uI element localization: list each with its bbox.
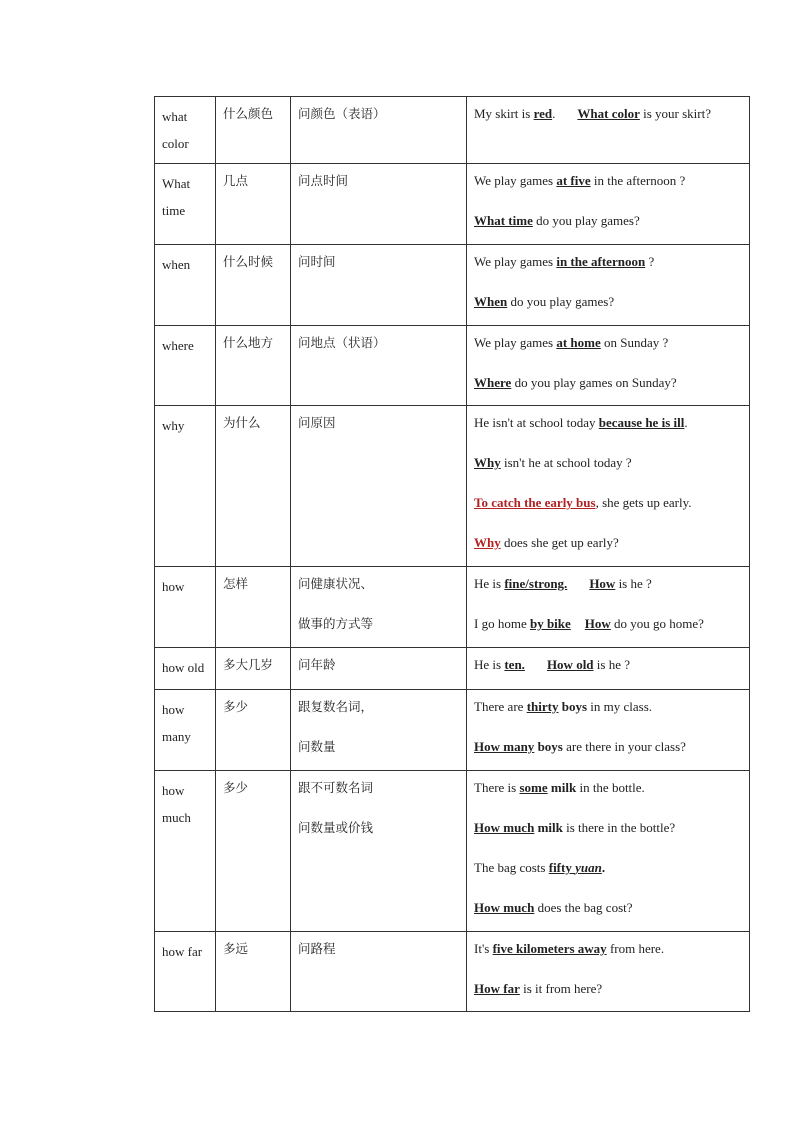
sentence-text: does the bag cost? [534, 900, 633, 915]
sentence-text: ? [645, 254, 655, 269]
example-cell [467, 648, 750, 690]
example-cell [467, 567, 750, 648]
example-sentence [474, 616, 742, 632]
usage-cell [291, 648, 467, 690]
usage-line: 问路程 [298, 941, 336, 956]
chinese-meaning: 多大几岁 [223, 657, 274, 672]
chinese-meaning: 怎样 [223, 576, 249, 591]
sentence-text: The bag costs [474, 860, 549, 875]
answer-highlight: How far [474, 981, 520, 996]
usage-line: 问地点（状语） [298, 335, 386, 350]
word-cell [155, 690, 216, 771]
sentence-text: There is [474, 780, 520, 795]
sentence-text: from here. [606, 941, 665, 956]
sentence-text: . [552, 106, 556, 121]
answer-highlight: in the afternoon [556, 254, 646, 269]
usage-line: 跟不可数名词 [298, 780, 374, 795]
example-sentence [474, 699, 742, 715]
example-sentence [474, 780, 742, 796]
meaning-cell [216, 771, 291, 932]
table-row [155, 648, 750, 690]
usage-cell [291, 771, 467, 932]
table-row [155, 97, 750, 164]
meaning-cell [216, 406, 291, 567]
sentence-text: He isn't at school today [474, 415, 599, 430]
chinese-meaning: 什么地方 [223, 335, 274, 350]
table-body [155, 97, 750, 1012]
example-cell [467, 164, 750, 245]
sentence-text: is there in the bottle? [562, 820, 676, 835]
sentence-text: , she gets up early. [595, 495, 692, 510]
example-sentence [474, 375, 742, 391]
chinese-meaning: 多少 [223, 699, 249, 714]
table-row [155, 932, 750, 1012]
example-sentence [474, 576, 742, 592]
example-sentence [474, 739, 742, 755]
example-sentence [474, 495, 742, 511]
chinese-meaning: 什么时候 [223, 254, 274, 269]
sentence-text: in my class. [587, 699, 653, 714]
meaning-cell [216, 164, 291, 245]
sentence-text: milk [534, 820, 563, 835]
sentence-text: in the bottle. [576, 780, 645, 795]
meaning-cell [216, 932, 291, 1012]
sentence-text: does she get up early? [500, 535, 619, 550]
sentence-text: isn't he at school today ? [500, 455, 632, 470]
example-sentence [474, 294, 742, 310]
sentence-text: boys [534, 739, 563, 754]
usage-line: 问颜色（表语） [298, 106, 386, 121]
sentence-text: . [601, 860, 606, 875]
sentence-text: is he ? [615, 576, 652, 591]
answer-highlight: How much [474, 820, 535, 835]
answer-highlight: Why [474, 455, 501, 470]
answer-highlight: fine/strong. [504, 576, 568, 591]
answer-highlight: at five [556, 173, 591, 188]
meaning-cell [216, 97, 291, 164]
usage-line: 问健康状况、 [298, 576, 374, 591]
sentence-text: is your skirt? [639, 106, 711, 121]
meaning-cell [216, 567, 291, 648]
usage-line: 做事的方式等 [298, 616, 374, 631]
example-sentence [474, 860, 742, 876]
chinese-meaning: 多少 [223, 780, 249, 795]
usage-cell [291, 567, 467, 648]
question-word: how many [162, 702, 191, 744]
usage-line: 问年龄 [298, 657, 336, 672]
meaning-cell [216, 245, 291, 326]
meaning-cell [216, 648, 291, 690]
answer-highlight: fifty yuan [548, 860, 602, 875]
question-word: how [162, 579, 185, 594]
table-row [155, 690, 750, 771]
usage-line: 问点时间 [298, 173, 349, 188]
table-row [155, 326, 750, 406]
usage-line: 问原因 [298, 415, 336, 430]
sentence-text: boys [558, 699, 588, 714]
example-cell [467, 690, 750, 771]
chinese-meaning: 多远 [223, 941, 249, 956]
example-sentence [474, 900, 742, 916]
answer-highlight: When [474, 294, 508, 309]
question-word: when [162, 257, 191, 272]
answer-highlight: How many [474, 739, 535, 754]
example-cell [467, 406, 750, 567]
usage-cell [291, 326, 467, 406]
word-cell [155, 932, 216, 1012]
question-word: What time [162, 176, 191, 218]
sentence-text: milk [547, 780, 577, 795]
usage-cell [291, 406, 467, 567]
example-sentence [474, 106, 742, 122]
sentence-text: He is [474, 657, 505, 672]
sentence-text: is it from here? [519, 981, 603, 996]
answer-highlight: ten. [504, 657, 525, 672]
sentence-text: It's [474, 941, 493, 956]
example-sentence [474, 254, 742, 270]
sentence-text: . [684, 415, 688, 430]
sentence-text: do you go home? [610, 616, 704, 631]
example-sentence [474, 820, 742, 836]
table-row [155, 771, 750, 932]
sentence-text: We play games [474, 173, 557, 188]
answer-highlight: How old [546, 657, 594, 672]
answer-highlight: Where [474, 375, 512, 390]
example-cell [467, 771, 750, 932]
table-row [155, 164, 750, 245]
word-cell [155, 164, 216, 245]
example-sentence [474, 535, 742, 551]
answer-highlight: How [589, 576, 616, 591]
sentence-text: My skirt is [474, 106, 534, 121]
answer-highlight: How [584, 616, 611, 631]
example-cell [467, 932, 750, 1012]
usage-cell [291, 690, 467, 771]
word-cell [155, 326, 216, 406]
example-sentence [474, 415, 742, 431]
usage-line: 问时间 [298, 254, 336, 269]
table-row [155, 245, 750, 326]
usage-line: 问数量或价钱 [298, 820, 374, 835]
answer-highlight: at home [556, 335, 601, 350]
usage-cell [291, 164, 467, 245]
sentence-text: in the afternoon ? [590, 173, 686, 188]
sentence-text: on Sunday ? [600, 335, 669, 350]
usage-cell [291, 245, 467, 326]
table-row [155, 567, 750, 648]
question-word: where [162, 338, 194, 353]
answer-highlight: because he is ill [598, 415, 685, 430]
answer-highlight: five kilometers away [492, 941, 607, 956]
word-cell [155, 97, 216, 164]
question-word: why [162, 418, 185, 433]
example-cell [467, 326, 750, 406]
example-cell [467, 97, 750, 164]
word-cell [155, 245, 216, 326]
word-cell [155, 648, 216, 690]
answer-highlight: red [533, 106, 553, 121]
answer-highlight: Why [474, 535, 501, 550]
usage-cell [291, 97, 467, 164]
answer-highlight: How much [474, 900, 535, 915]
answer-highlight: What color [577, 106, 640, 121]
sentence-text: are there in your class? [562, 739, 686, 754]
question-word: what color [162, 109, 189, 151]
example-sentence [474, 173, 742, 189]
table-row [155, 406, 750, 567]
word-cell [155, 406, 216, 567]
sentence-text: There are [474, 699, 527, 714]
question-word: how far [162, 944, 203, 959]
example-cell [467, 245, 750, 326]
example-sentence [474, 455, 742, 471]
sentence-text: is he ? [593, 657, 630, 672]
question-words-table [154, 96, 750, 1012]
word-cell [155, 567, 216, 648]
sentence-text: do you play games? [507, 294, 615, 309]
usage-line: 问数量 [298, 739, 336, 754]
sentence-text: I go home [474, 616, 530, 631]
chinese-meaning: 什么颜色 [223, 106, 274, 121]
answer-highlight: by bike [529, 616, 571, 631]
chinese-meaning: 几点 [223, 173, 249, 188]
answer-highlight: thirty [526, 699, 559, 714]
usage-line: 跟复数名词， [298, 699, 374, 714]
meaning-cell [216, 690, 291, 771]
answer-highlight: some [519, 780, 548, 795]
word-cell [155, 771, 216, 932]
chinese-meaning: 为什么 [223, 415, 261, 430]
sentence-text: do you play games? [532, 213, 640, 228]
sentence-text: do you play games on Sunday? [511, 375, 677, 390]
answer-highlight: What time [474, 213, 533, 228]
meaning-cell [216, 326, 291, 406]
example-sentence [474, 981, 742, 997]
sentence-text: We play games [474, 335, 557, 350]
question-word: how much [162, 783, 191, 825]
example-sentence [474, 657, 742, 673]
example-sentence [474, 335, 742, 351]
example-sentence [474, 213, 742, 229]
sentence-text: He is [474, 576, 505, 591]
example-sentence [474, 941, 742, 957]
answer-highlight: To catch the early bus [474, 495, 596, 510]
sentence-text: We play games [474, 254, 557, 269]
question-word: how old [162, 660, 205, 675]
usage-cell [291, 932, 467, 1012]
